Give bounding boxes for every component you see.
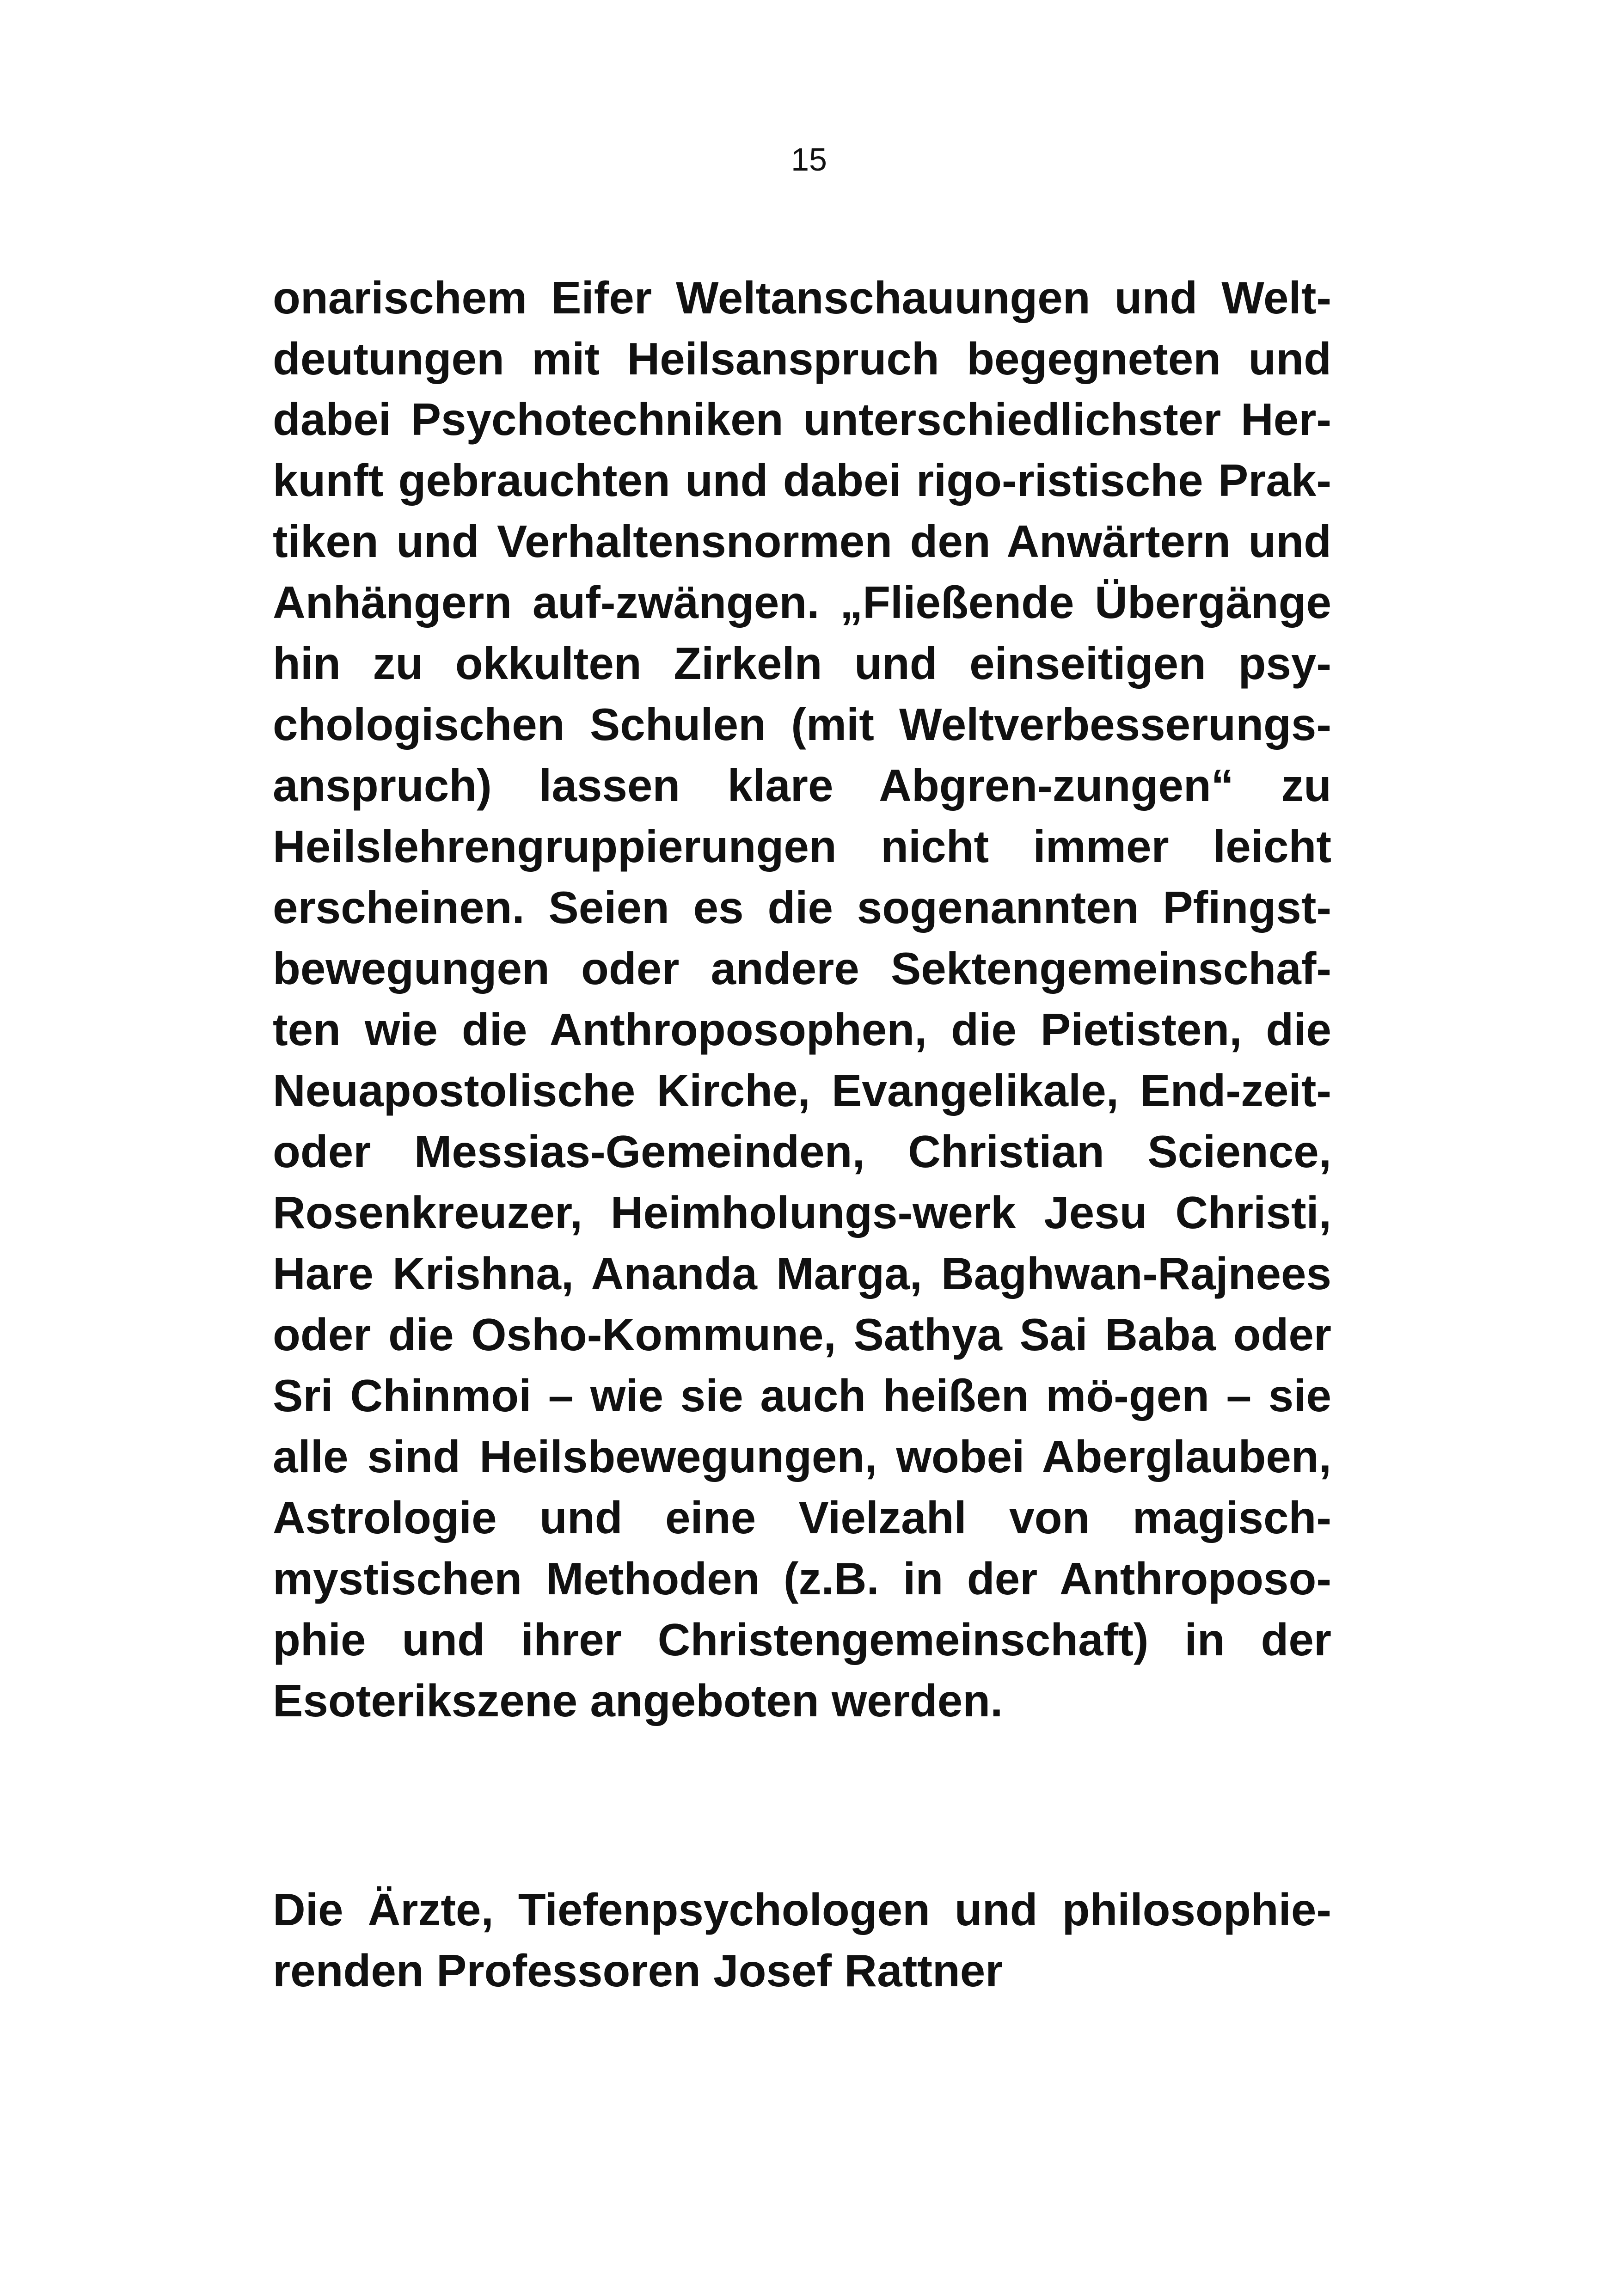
body-line: dabei Psychotechniken unterschiedlichster Her-: [273, 394, 1331, 445]
body-line: mystischen Methoden (z.B. in der Anthroposo-: [273, 1553, 1331, 1604]
body-line: Heilslehrengruppierungen nicht immer leicht: [273, 821, 1331, 872]
body-line: Esoterikszene angeboten werden.: [273, 1675, 1003, 1726]
body-line: deutungen mit Heilsanspruch begegneten und: [273, 333, 1331, 384]
body-line: oder Messias-Gemeinden, Christian Science,: [273, 1126, 1331, 1177]
body-line: Neuapostolische Kirche, Evangelikale, End-zeit-: [273, 1065, 1331, 1116]
body-line: kunft gebrauchten und dabei rigo-ristische Prak-: [273, 455, 1331, 506]
body-line: erscheinen. Seien es die sogenannten Pfingst-: [273, 882, 1331, 933]
body-line: Anhängern auf-zwängen. „Fließende Übergänge: [273, 577, 1331, 628]
body-line: anspruch) lassen klare Abgren-zungen“ zu: [273, 760, 1331, 811]
body-line: phie und ihrer Christengemeinschaft) in der: [273, 1614, 1331, 1665]
page-number: 15: [791, 141, 827, 178]
body-line: hin zu okkulten Zirkeln und einseitigen psy-: [273, 638, 1331, 689]
heading-line: Die Ärzte, Tiefenpsychologen und philosophie-: [273, 1884, 1331, 1935]
body-line: Hare Krishna, Ananda Marga, Baghwan-Rajnees: [273, 1248, 1331, 1299]
body-line: alle sind Heilsbewegungen, wobei Aberglauben,: [273, 1431, 1331, 1482]
body-line: Astrologie und eine Vielzahl von magisch-: [273, 1492, 1331, 1543]
body-line: bewegungen oder andere Sektengemeinschaf-: [273, 943, 1331, 994]
body-line: Sri Chinmoi – wie sie auch heißen mö-gen – sie: [273, 1370, 1331, 1421]
heading-line: renden Professoren Josef Rattner: [273, 1945, 1003, 1996]
body-line: chologischen Schulen (mit Weltverbesserungs-: [273, 699, 1331, 750]
body-line: ten wie die Anthroposophen, die Pietisten, die: [273, 1004, 1331, 1055]
body-line: tiken und Verhaltensnormen den Anwärtern und: [273, 516, 1331, 567]
body-line: onarischem Eifer Weltanschauungen und Welt-: [273, 272, 1331, 323]
body-line: Rosenkreuzer, Heimholungs-werk Jesu Christi,: [273, 1187, 1331, 1238]
body-line: oder die Osho-Kommune, Sathya Sai Baba oder: [273, 1309, 1331, 1360]
